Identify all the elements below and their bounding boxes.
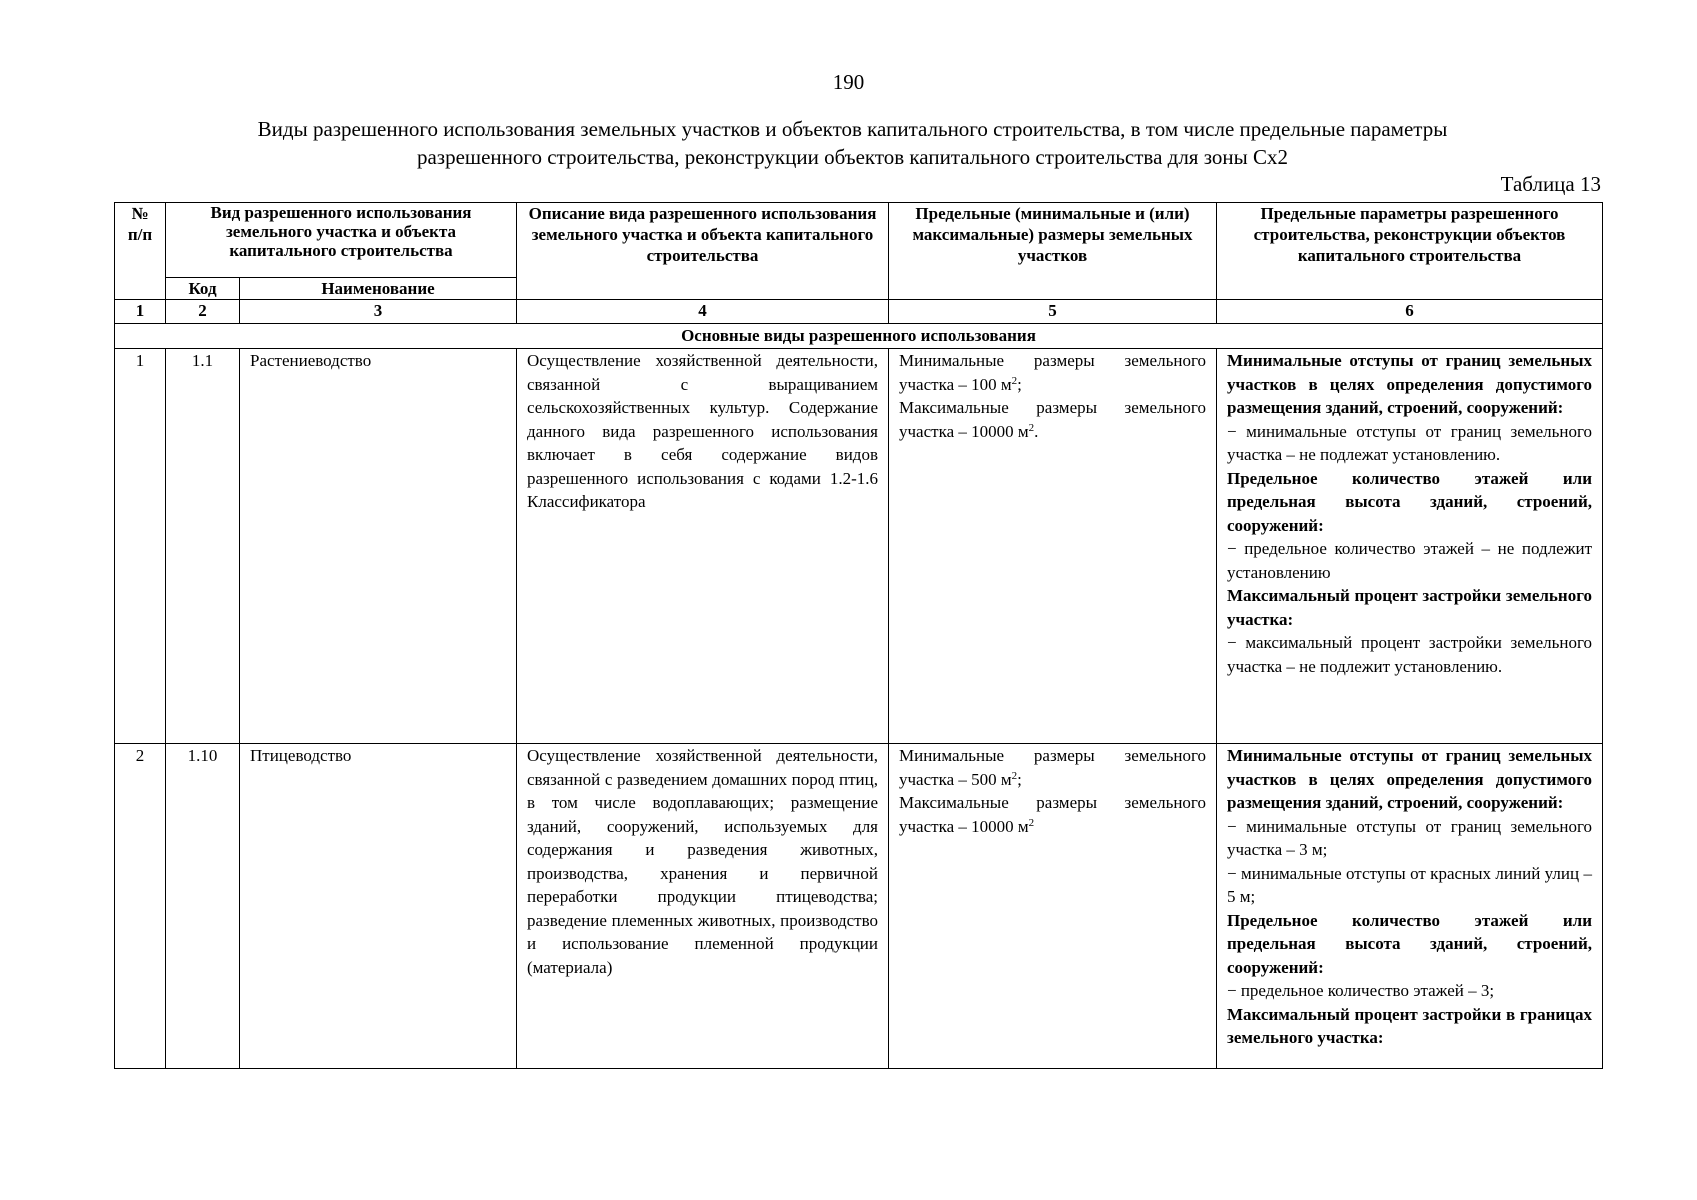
header-group: Вид разрешенного использования земельного участка и объекта капитального строительства (166, 203, 517, 278)
row-code: 1.10 (166, 744, 240, 1069)
row-params (1217, 349, 1603, 744)
column-number: 3 (240, 300, 517, 324)
row-params (1217, 744, 1603, 1069)
size-min: Минимальные размеры земельного участка – 500 $м^2$; (899, 746, 1206, 789)
table-row (115, 744, 1603, 1069)
section-title: Основные виды разрешенного использования (115, 324, 1603, 349)
row-description: Осуществление хозяйственной деятельности, связанной с выращиванием сельскохозяйственных культур. Содержание данного вида разрешенного использования включает в себя содержание видов разрешенного использования с кодами 1.2-1.6 Классификатора (517, 349, 889, 744)
row-name: Птицеводство (240, 744, 517, 1069)
param-value: − минимальные отступы от красных линий улиц – 5 м; (1227, 863, 1592, 906)
header-params: Предельные параметры разрешенного строительства, реконструкции объектов капитального строительства (1217, 203, 1603, 300)
param-value: − предельное количество этажей – 3; (1227, 981, 1495, 1000)
column-number: 1 (115, 300, 166, 324)
column-number: 4 (517, 300, 889, 324)
param-heading: Максимальный процент застройки в границах земельного участка: (1227, 1004, 1592, 1047)
column-number: 2 (166, 300, 240, 324)
param-heading: Предельное количество этажей или предельная высота зданий, строений, сооружений: (1227, 468, 1592, 535)
param-heading: Максимальный процент застройки земельного участка: (1227, 586, 1592, 629)
column-number: 6 (1217, 300, 1603, 324)
param-heading: Минимальные отступы от границ земельных участков в целях определения допустимого размещения зданий, строений, сооружений: (1227, 351, 1592, 417)
row-sizes (889, 744, 1217, 1069)
table-label: Таблица 13 (1500, 172, 1601, 196)
table-title (140, 115, 1565, 171)
row-name: Растениеводство (240, 349, 517, 744)
header-name: Наименование (240, 278, 517, 300)
size-max: Максимальные размеры земельного участка – 10000 $м^2$. (899, 398, 1206, 441)
row-description: Осуществление хозяйственной деятельности, связанной с разведением домашних пород птиц, в том числе водоплавающих; размещение зданий, сооружений, используемых для содержания и разведения животных, производства, хранения и первичной переработки продукции птицеводства; разведение племенных животных, производство и использование племенной продукции (материала) (517, 744, 889, 1069)
size-min: Минимальные размеры земельного участка – 100 $м^2$; (899, 351, 1206, 394)
table-row (115, 349, 1603, 744)
header-code: Код (166, 278, 240, 300)
header-desc: Описание вида разрешенного использования земельного участка и объекта капитального строительства (517, 203, 889, 300)
header-sizes: Предельные (минимальные и (или) максимальные) размеры земельных участков (889, 203, 1217, 300)
param-heading: Предельное количество этажей или предельная высота зданий, строений, сооружений: (1227, 910, 1592, 977)
row-num: 2 (115, 744, 166, 1069)
header-row (115, 203, 1603, 278)
size-max: Максимальные размеры земельного участка – 10000 $м^2$ (899, 793, 1206, 836)
param-value: − минимальные отступы от границ земельного участка – не подлежат установлению. (1227, 421, 1592, 464)
section-row (115, 324, 1603, 349)
page-number: 190 (832, 70, 865, 94)
column-number: 5 (889, 300, 1217, 324)
param-heading: Минимальные отступы от границ земельных участков в целях определения допустимого размещения зданий, строений, сооружений: (1227, 746, 1592, 812)
title-line-2: разрешенного строительства, реконструкции объектов капитального строительства для зоны Сх2 (416, 145, 1288, 169)
header-num: № п/п (115, 203, 166, 300)
param-value: − максимальный процент застройки земельного участка – не подлежит установлению. (1227, 633, 1592, 676)
row-code: 1.1 (166, 349, 240, 744)
param-value: − предельное количество этажей – не подлежит установлению (1227, 539, 1592, 582)
column-number-row (115, 300, 1603, 324)
row-sizes (889, 349, 1217, 744)
title-line-1: Виды разрешенного использования земельных участков и объектов капитального строительства, в том числе предельные параметры (257, 117, 1448, 141)
row-num: 1 (115, 349, 166, 744)
param-value: − минимальные отступы от границ земельного участка – 3 м; (1227, 816, 1592, 859)
zoning-table (114, 202, 1603, 1069)
